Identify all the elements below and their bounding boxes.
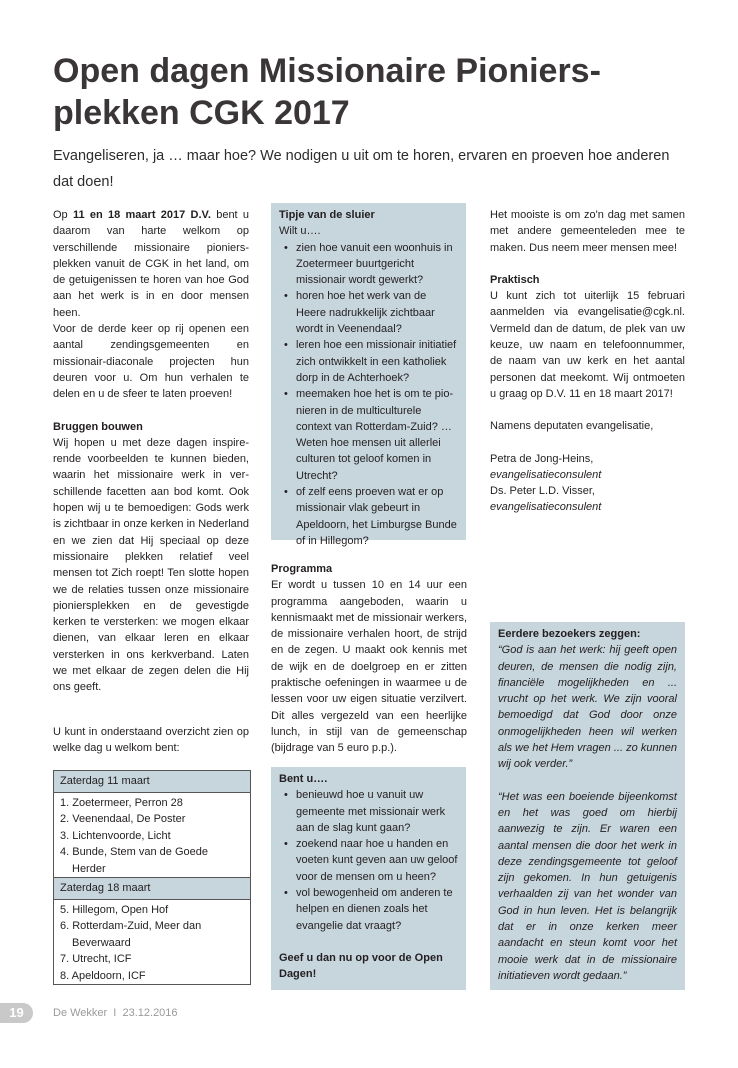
list-item: • meemaken hoe het is om te pionieren in de multiculturele context van Rotterdam-Zuid? … Weten hoe mensen uit allerlei culturen tot geloof komen in Utrecht? xyxy=(296,386,458,484)
list-item: • of zelf eens proeven wat er op missionair vlak gebeurt in Apeldoorn, het Limburgse Bunde of in Hillegom? xyxy=(296,484,458,549)
signature-role-1: evangelisatieconsulent xyxy=(490,468,602,481)
list-item: • zoekend naar hoe u handen en voeten kunt geven aan uw geloof voor de mensen om u heen? xyxy=(296,836,458,885)
bent-box-list xyxy=(279,787,458,934)
signature-role-2: evangelisatieconsulent xyxy=(490,501,602,514)
visitors-box xyxy=(490,622,685,990)
footer-publication: De Wekker I 23.12.2016 xyxy=(53,1007,178,1019)
heading-programma: Programma xyxy=(271,563,333,575)
intro-paragraph: Op 11 en 18 maart 2017 D.V. bent u daarom van harte welkom op verschillende missionaire pioniersplekken vanuit de CGK in het land, om de getuigenissen te horen van hoe God aan het werk is in en door mensen heen. xyxy=(53,209,250,319)
schedule-table xyxy=(53,770,251,985)
list-item: • zien hoe vanuit een woonhuis in Zoetermeer buurtgericht missionair wordt gewerkt? xyxy=(296,240,458,289)
page-number: 19 xyxy=(0,1003,33,1023)
schedule-item-continued: Beverwaard xyxy=(72,936,131,949)
bent-box-heading: Bent u…. xyxy=(279,773,328,785)
schedule-item: 8. Apeldoorn, ICF xyxy=(60,969,146,982)
schedule-item-continued: Herder xyxy=(72,862,106,875)
schedule-item: 3. Lichtenvoorde, Licht xyxy=(60,829,171,842)
list-item: • horen hoe het werk van de Heere nadrukkelijk zichtbaar wordt in Veenendaal? xyxy=(296,288,458,337)
bent-box-closing: Geef u dan nu op voor de Open Dagen! xyxy=(279,951,443,981)
visitor-quote-1: “God is aan het werk: hij geeft open deuren, de mensen die nodig zijn, financiële mogelijkheden en ... vrucht op het werk. We zijn vooral bemoedigd dat God door onze onmogelijkheden heen wil werken als we het Hem vragen ... zo kunnen wij ook verder.” xyxy=(498,644,677,771)
visitors-box-heading: Eerdere bezoekers zeggen: xyxy=(498,628,641,640)
signature-name-2: Ds. Peter L.D. Visser, xyxy=(490,485,595,498)
signature-intro: Namens deputaten evangelisatie, xyxy=(490,420,654,433)
schedule-item: 2. Veenendaal, De Poster xyxy=(60,813,186,825)
subtitle-line-2: dat doen! xyxy=(53,174,114,190)
paragraph-second: Voor de derde keer op rij openen een aantal zendingsgemeenten en missionair-diaconale projecten hun deuren voor u. Om hun verhalen te delen en u de sfeer te laten proeven! xyxy=(53,323,249,401)
article-subtitle xyxy=(53,143,693,195)
title-line-1: Open dagen Missionaire Pioniers- xyxy=(53,52,601,90)
list-item: • vol bewogenheid om anderen te helpen en dienen zoals het evangelie dat vraagt? xyxy=(296,885,458,934)
schedule-day-1-list xyxy=(54,793,250,878)
paragraph-bruggen: Wij hopen u met deze dagen inspirerende voorbeelden te kunnen bieden, waarin het missionaire werk in verschillende facetten aan bod komt. Ook hopen wij u te bemoedigen: Gods werk is zichtbaar in onze kerken in Nederland en we zien dat Hij speciaal op deze missionaire plekken relatief veel mensen tot Zich roept! Ten slotte hopen we de relaties tussen onze missionaire pioniersplekken en de gevestigde kerken te versterken: we mogen elkaar dienen, van elkaar leren en elkaar versterken in ons kerkverband. Laten we met elkaar de zegen delen die Hij ons geeft. xyxy=(53,436,249,694)
schedule-day-2-list xyxy=(54,900,250,985)
list-item: • benieuwd hoe u vanuit uw gemeente met missionair werk aan de slag kunt gaan? xyxy=(296,787,458,836)
title-line-2: plekken CGK 2017 xyxy=(53,94,350,132)
paragraph-praktisch: U kunt zich tot uiterlijk 15 februari aanmelden via evangelisatie@cgk.nl. Vermeld dan de datum, de plek van uw keuze, uw naam en telefoonnummer, de naam van uw kerk en het aantal personen dat meekomt. Wij ontmoeten u graag op D.V. 11 en 18 maart 2017! xyxy=(490,290,685,400)
column-left xyxy=(53,207,249,696)
tip-box-lead: Wilt u…. xyxy=(279,225,321,238)
tip-box-list xyxy=(279,240,458,550)
paragraph-programma: Er wordt u tussen 10 en 14 uur een programma aangeboden, waarin u kennismaakt met de missionair werkers, de missionaire verhalen hoort, de strijd en de zegen. U maakt ook kennis met de wijk en de doelgroep en er zitten praktische oefeningen in waarmee u de lessen voor uw eigen situatie verzilvert. Dit alles vergezeld van een heerlijke lunch, in stijl van de gemeenschap (bijdrage van 5 euro p.p.). xyxy=(271,579,467,755)
heading-bruggen-bouwen: Bruggen bouwen xyxy=(53,420,143,433)
schedule-item: 4. Bunde, Stem van de Goede xyxy=(60,846,208,858)
schedule-item: 7. Utrecht, ICF xyxy=(60,953,132,965)
schedule-item: 6. Rotterdam-Zuid, Meer dan xyxy=(60,920,202,932)
schedule-day-2: Zaterdag 18 maart xyxy=(54,877,250,900)
list-item: • leren hoe een missionair initiatief zich ontwikkelt in een katholiek dorp in de Achterhoek? xyxy=(296,337,458,386)
tip-box-heading: Tipje van de sluier xyxy=(279,209,375,221)
event-dates: 11 en 18 maart 2017 D.V. xyxy=(72,209,211,221)
signature-name-1: Petra de Jong-Heins, xyxy=(490,452,594,465)
subtitle-line-1: Evangeliseren, ja … maar hoe? We nodigen u uit om te horen, ervaren en proeven hoe anderen xyxy=(53,148,670,164)
tip-box xyxy=(271,203,466,547)
programma-section xyxy=(271,561,467,757)
schedule-intro: U kunt in onderstaand overzicht zien op welke dag u welkom bent: xyxy=(53,726,249,755)
visitor-quote-2: “Het was een boeiende bijeenkomst en het was goed om hierbij aanwezig te zijn. Er waren een aantal mensen die door het werk in deze zendingsgemeente tot geloof zijn gekomen. In hun getuigenis verhaalden zij van het wonder van God in hun leven. Het is belangrijk dat er in onze kerken meer aandacht en steun komt voor het mooie werk dat in de missionaire initiatieven wordt gedaan.” xyxy=(498,790,677,982)
article-title xyxy=(53,50,693,134)
column-right xyxy=(490,207,685,516)
paragraph-mooiste: Het mooiste is om zo'n dag met samen met andere gemeenteleden mee te maken. Dus neem meer mensen mee! xyxy=(490,209,685,254)
schedule-item: 1. Zoetermeer, Perron 28 xyxy=(60,796,183,809)
heading-praktisch: Praktisch xyxy=(490,273,540,286)
schedule-day-1: Zaterdag 11 maart xyxy=(54,771,250,793)
bent-box xyxy=(271,767,466,990)
schedule-item: 5. Hillegom, Open Hof xyxy=(60,903,169,916)
